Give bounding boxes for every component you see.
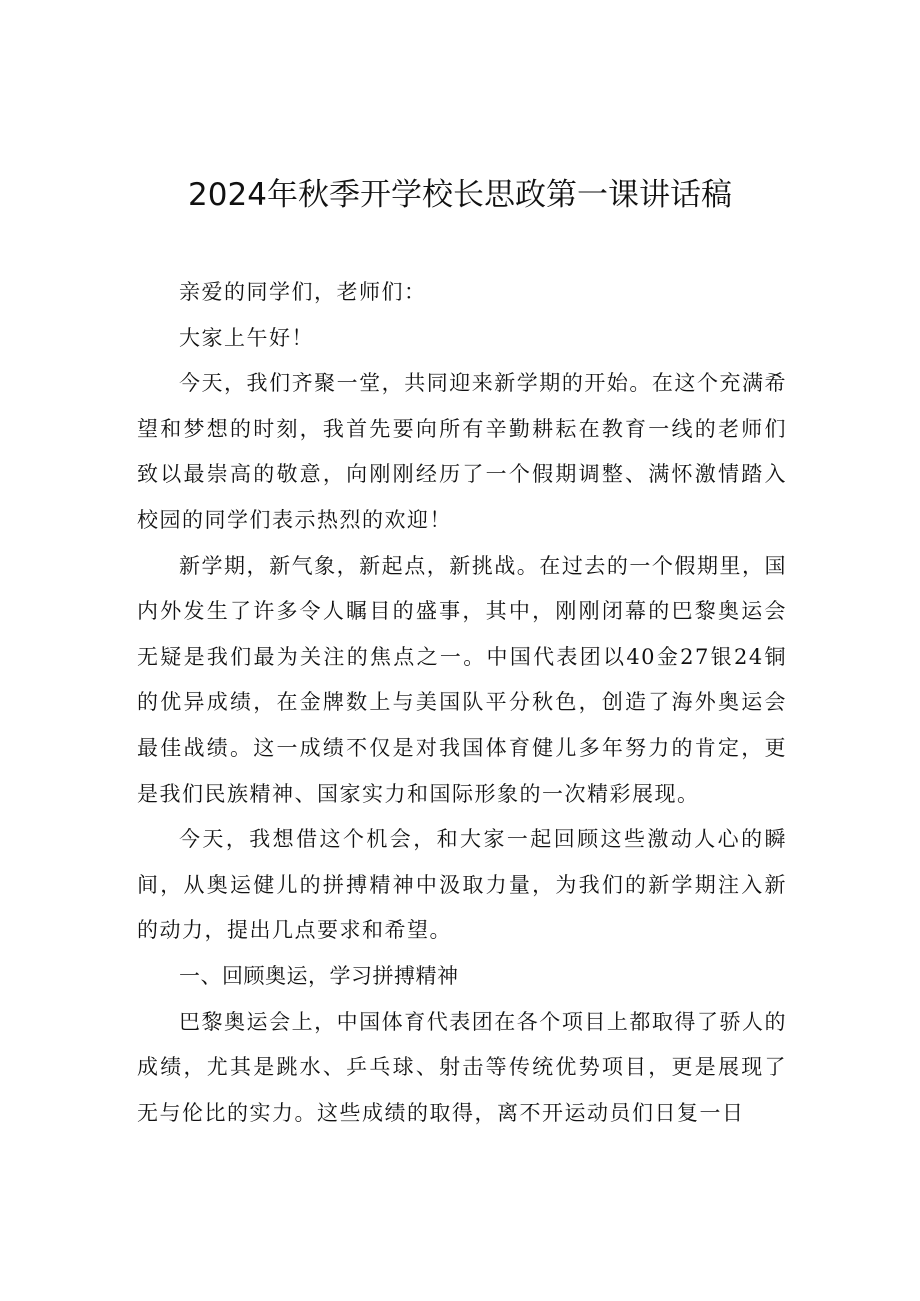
paragraph-section-one: 巴黎奥运会上，中国体育代表团在各个项目上都取得了骄人的成绩，尤其是跳水、乒乓球、射击等传统优势项目，更是展现了无与伦比的实力。这些成绩的取得，离不开运动员们日复一日 [137, 1009, 787, 1125]
paragraph-olympics: 新学期，新气象，新起点，新挑战。在过去的一个假期里，国内外发生了许多令人瞩目的盛事，其中，刚刚闭幕的巴黎奥运会无疑是我们最为关注的焦点之一。中国代表团以40金27银24铜的优异成绩，在金牌数上与美国队平分秋色，创造了海外奥运会最佳战绩。这一成绩不仅是对我国体育健儿多年努力的肯定，更是我们民族精神、国家实力和国际形象的一次精彩展现。 [137, 553, 787, 806]
paragraph-purpose: 今天，我想借这个机会，和大家一起回顾这些激动人心的瞬间，从奥运健儿的拼搏精神中汲取力量，为我们的新学期注入新的动力，提出几点要求和希望。 [137, 827, 787, 943]
paragraph-opening: 今天，我们齐聚一堂，共同迎来新学期的开始。在这个充满希望和梦想的时刻，我首先要向所有辛勤耕耘在教育一线的老师们致以最崇高的敬意，向刚刚经历了一个假期调整、满怀激情踏入校园的同学们表示热烈的欢迎！ [137, 371, 787, 532]
document-body [137, 270, 787, 1136]
document-title: 2024年秋季开学校长思政第一课讲话稿 [188, 177, 732, 213]
greeting: 大家上午好！ [179, 325, 314, 350]
salutation: 亲爱的同学们，老师们： [179, 280, 427, 304]
section-heading: 一、回顾奥运，学习拼搏精神 [179, 963, 459, 988]
